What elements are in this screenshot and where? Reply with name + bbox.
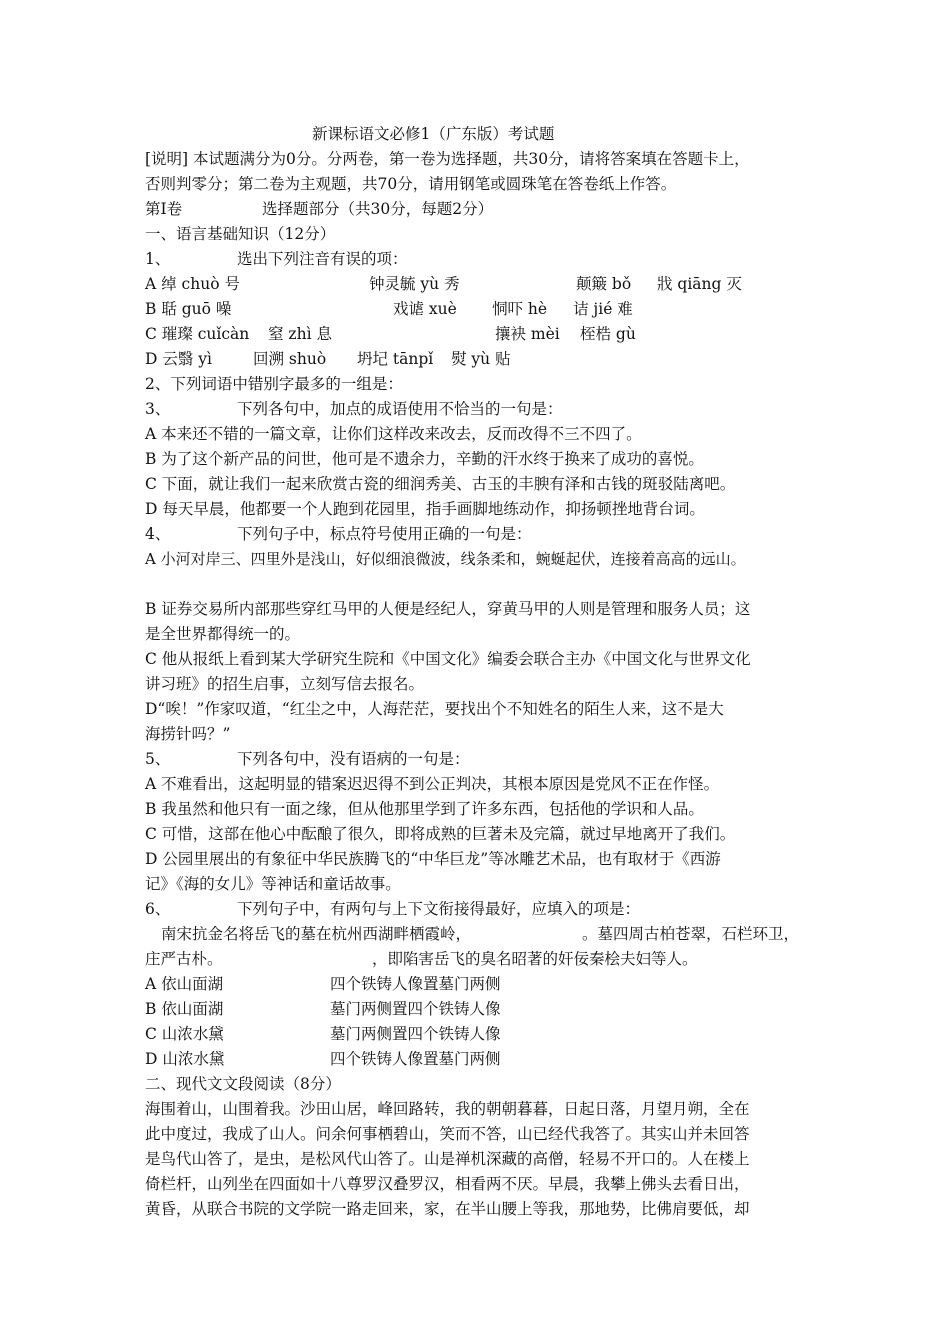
option-item: 恫吓 hè <box>492 300 548 318</box>
option-item: D 云翳 yì <box>145 350 212 368</box>
question-3-option-c: C 下面，就让我们一起来欣赏古瓷的细润秀美、古玉的丰腴有泽和古钱的斑驳陆离吧。 <box>145 475 736 493</box>
question-4-option-d-line-2: 海捞针吗？” <box>145 725 231 743</box>
passage-segment: 南宋抗金名将岳飞的墓在杭州西湖畔栖霞岭， <box>161 925 472 943</box>
question-number: 4、 <box>145 525 171 543</box>
passage-segment: 。墓四周古柏苍翠，石栏环卫， <box>582 925 800 943</box>
question-5-option-c: C 可惜，这部在他心中酝酿了很久，即将成熟的巨著未及完篇，就过早地离开了我们。 <box>145 825 736 843</box>
reading-passage-line: 黄昏，从联合书院的文学院一路走回来，家，在半山腰上等我，那地势，比佛肩要低，却 <box>145 1200 750 1218</box>
question-3-option-a: A 本来还不错的一篇文章，让你们这样改来改去，反而改得不三不四了。 <box>145 425 642 443</box>
question-3-option-b: B 为了这个新产品的问世，他可是不遗余力，辛勤的汗水终于换来了成功的喜悦。 <box>145 450 704 468</box>
instructions-line-1: [说明] 本试题满分为0分。分两卷，第一卷为选择题，共30分，请将答案填在答题卡上， <box>145 150 750 168</box>
section-heading-1: 一、语言基础知识（12分） <box>145 225 336 243</box>
question-text: 下列句子中，标点符号使用正确的一句是： <box>237 525 532 543</box>
instructions-line-2: 否则判零分；第二卷为主观题，共70分，请用钢笔或圆珠笔在答卷纸上作答。 <box>145 175 677 193</box>
option-item: 墓门两侧置四个铁铸人像 <box>330 1025 501 1043</box>
reading-passage-line: 此中度过，我成了山人。问余何事栖碧山，笑而不答，山已经代我答了。其实山并未回答 <box>145 1125 750 1143</box>
reading-passage-line: 海围着山，山围着我。沙田山居，峰回路转，我的朝朝暮暮，日起日落，月望月朔，全在 <box>145 1100 750 1118</box>
question-5-option-a: A 不难看出，这起明显的错案迟迟得不到公正判决，其根本原因是党风不正在作怪。 <box>145 775 720 793</box>
question-text: 下列句子中，有两句与上下文衔接得最好，应填入的项是： <box>237 900 641 918</box>
question-4-option-b-line-2: 是全世界都得统一的。 <box>145 625 301 643</box>
option-item: 攘袂 mèi <box>495 325 560 343</box>
option-item: 回溯 shuò <box>253 350 327 368</box>
option-item: D 山浓水黛 <box>145 1050 225 1068</box>
option-item: C 山浓水黛 <box>145 1025 224 1043</box>
option-item: 颠簸 bǒ <box>576 275 632 293</box>
question-number: 5、 <box>145 750 171 768</box>
question-2-stem: 2、下列词语中错别字最多的一组是： <box>145 375 403 393</box>
question-4-option-c-line-1: C 他从报纸上看到某大学研究生院和《中国文化》编委会联合主办《中国文化与世界文化 <box>145 650 751 668</box>
question-text: 选出下列注音有误的项： <box>237 250 408 268</box>
part-one-description: 选择题部分（共30分，每题2分） <box>262 200 494 218</box>
question-number: 3、 <box>145 400 171 418</box>
option-item: 四个铁铸人像置墓门两侧 <box>330 975 501 993</box>
question-5-option-d-line-1: D 公园里展出的有象征中华民族腾飞的“中华巨龙”等冰雕艺术品，也有取材于《西游 <box>145 850 721 868</box>
option-item: 戕 qiāng 灭 <box>657 275 742 293</box>
section-heading-2: 二、现代文文段阅读（8分） <box>145 1075 341 1093</box>
option-item: 窒 zhì 息 <box>268 325 332 343</box>
question-4-option-a: A 小河对岸三、四里外是浅山，好似细浪微波，线条柔和，蜿蜒起伏，连接着高高的远山。 <box>145 550 746 568</box>
question-text: 下列各句中，没有语病的一句是： <box>237 750 470 768</box>
document-title: 新课标语文必修1（广东版）考试题 <box>312 125 555 143</box>
option-item: 四个铁铸人像置墓门两侧 <box>330 1050 501 1068</box>
option-item: A 绰 chuò 号 <box>145 275 240 293</box>
option-item: 钟灵毓 yù 秀 <box>369 275 460 293</box>
option-item: A 依山面湖 <box>145 975 224 993</box>
passage-segment: 庄严古朴。 <box>145 950 223 968</box>
question-4-option-d-line-1: D“唉！”作家叹道，“红尘之中，人海茫茫，要找出个不知姓名的陌生人来，这不是大 <box>145 700 724 718</box>
option-item: 墓门两侧置四个铁铸人像 <box>330 1000 501 1018</box>
option-item: 诘 jié 难 <box>573 300 633 318</box>
question-3-option-d: D 每天早晨，他都要一个人跑到花园里，指手画脚地练动作，抑扬顿挫地背台词。 <box>145 500 705 518</box>
part-one-label: 第Ⅰ卷 <box>145 200 183 218</box>
option-item: 桎梏 gù <box>580 325 636 343</box>
option-item: B 依山面湖 <box>145 1000 224 1018</box>
option-item: 坍圮 tānpǐ <box>357 350 434 368</box>
option-item: C 璀璨 cuǐcàn <box>145 325 250 343</box>
question-number: 1、 <box>145 250 171 268</box>
reading-passage-line: 倚栏杆，山列坐在四面如十八尊罗汉叠罗汉，相看两不厌。早晨，我攀上佛头去看日出， <box>145 1175 750 1193</box>
question-5-option-d-line-2: 记》《海的女儿》等神话和童话故事。 <box>145 875 401 893</box>
question-4-option-b-line-1: B 证券交易所内部那些穿红马甲的人便是经纪人，穿黄马甲的人则是管理和服务人员；这 <box>145 600 751 618</box>
option-item: 戏谑 xuè <box>393 300 457 318</box>
question-number: 6、 <box>145 900 171 918</box>
passage-segment: ，即陷害岳飞的臭名昭著的奸佞秦桧夫妇等人。 <box>372 950 698 968</box>
option-item: 熨 yù 贴 <box>451 350 511 368</box>
option-item: B 聒 guō 噪 <box>145 300 232 318</box>
question-4-option-c-line-2: 讲习班》的招生启事，立刻写信去报名。 <box>145 675 425 693</box>
question-text: 下列各句中，加点的成语使用不恰当的一句是： <box>237 400 563 418</box>
question-5-option-b: B 我虽然和他只有一面之缘，但从他那里学到了许多东西，包括他的学识和人品。 <box>145 800 704 818</box>
reading-passage-line: 是鸟代山答了，是虫，是松风代山答了。山是禅机深藏的高僧，轻易不开口的。人在楼上 <box>145 1150 750 1168</box>
